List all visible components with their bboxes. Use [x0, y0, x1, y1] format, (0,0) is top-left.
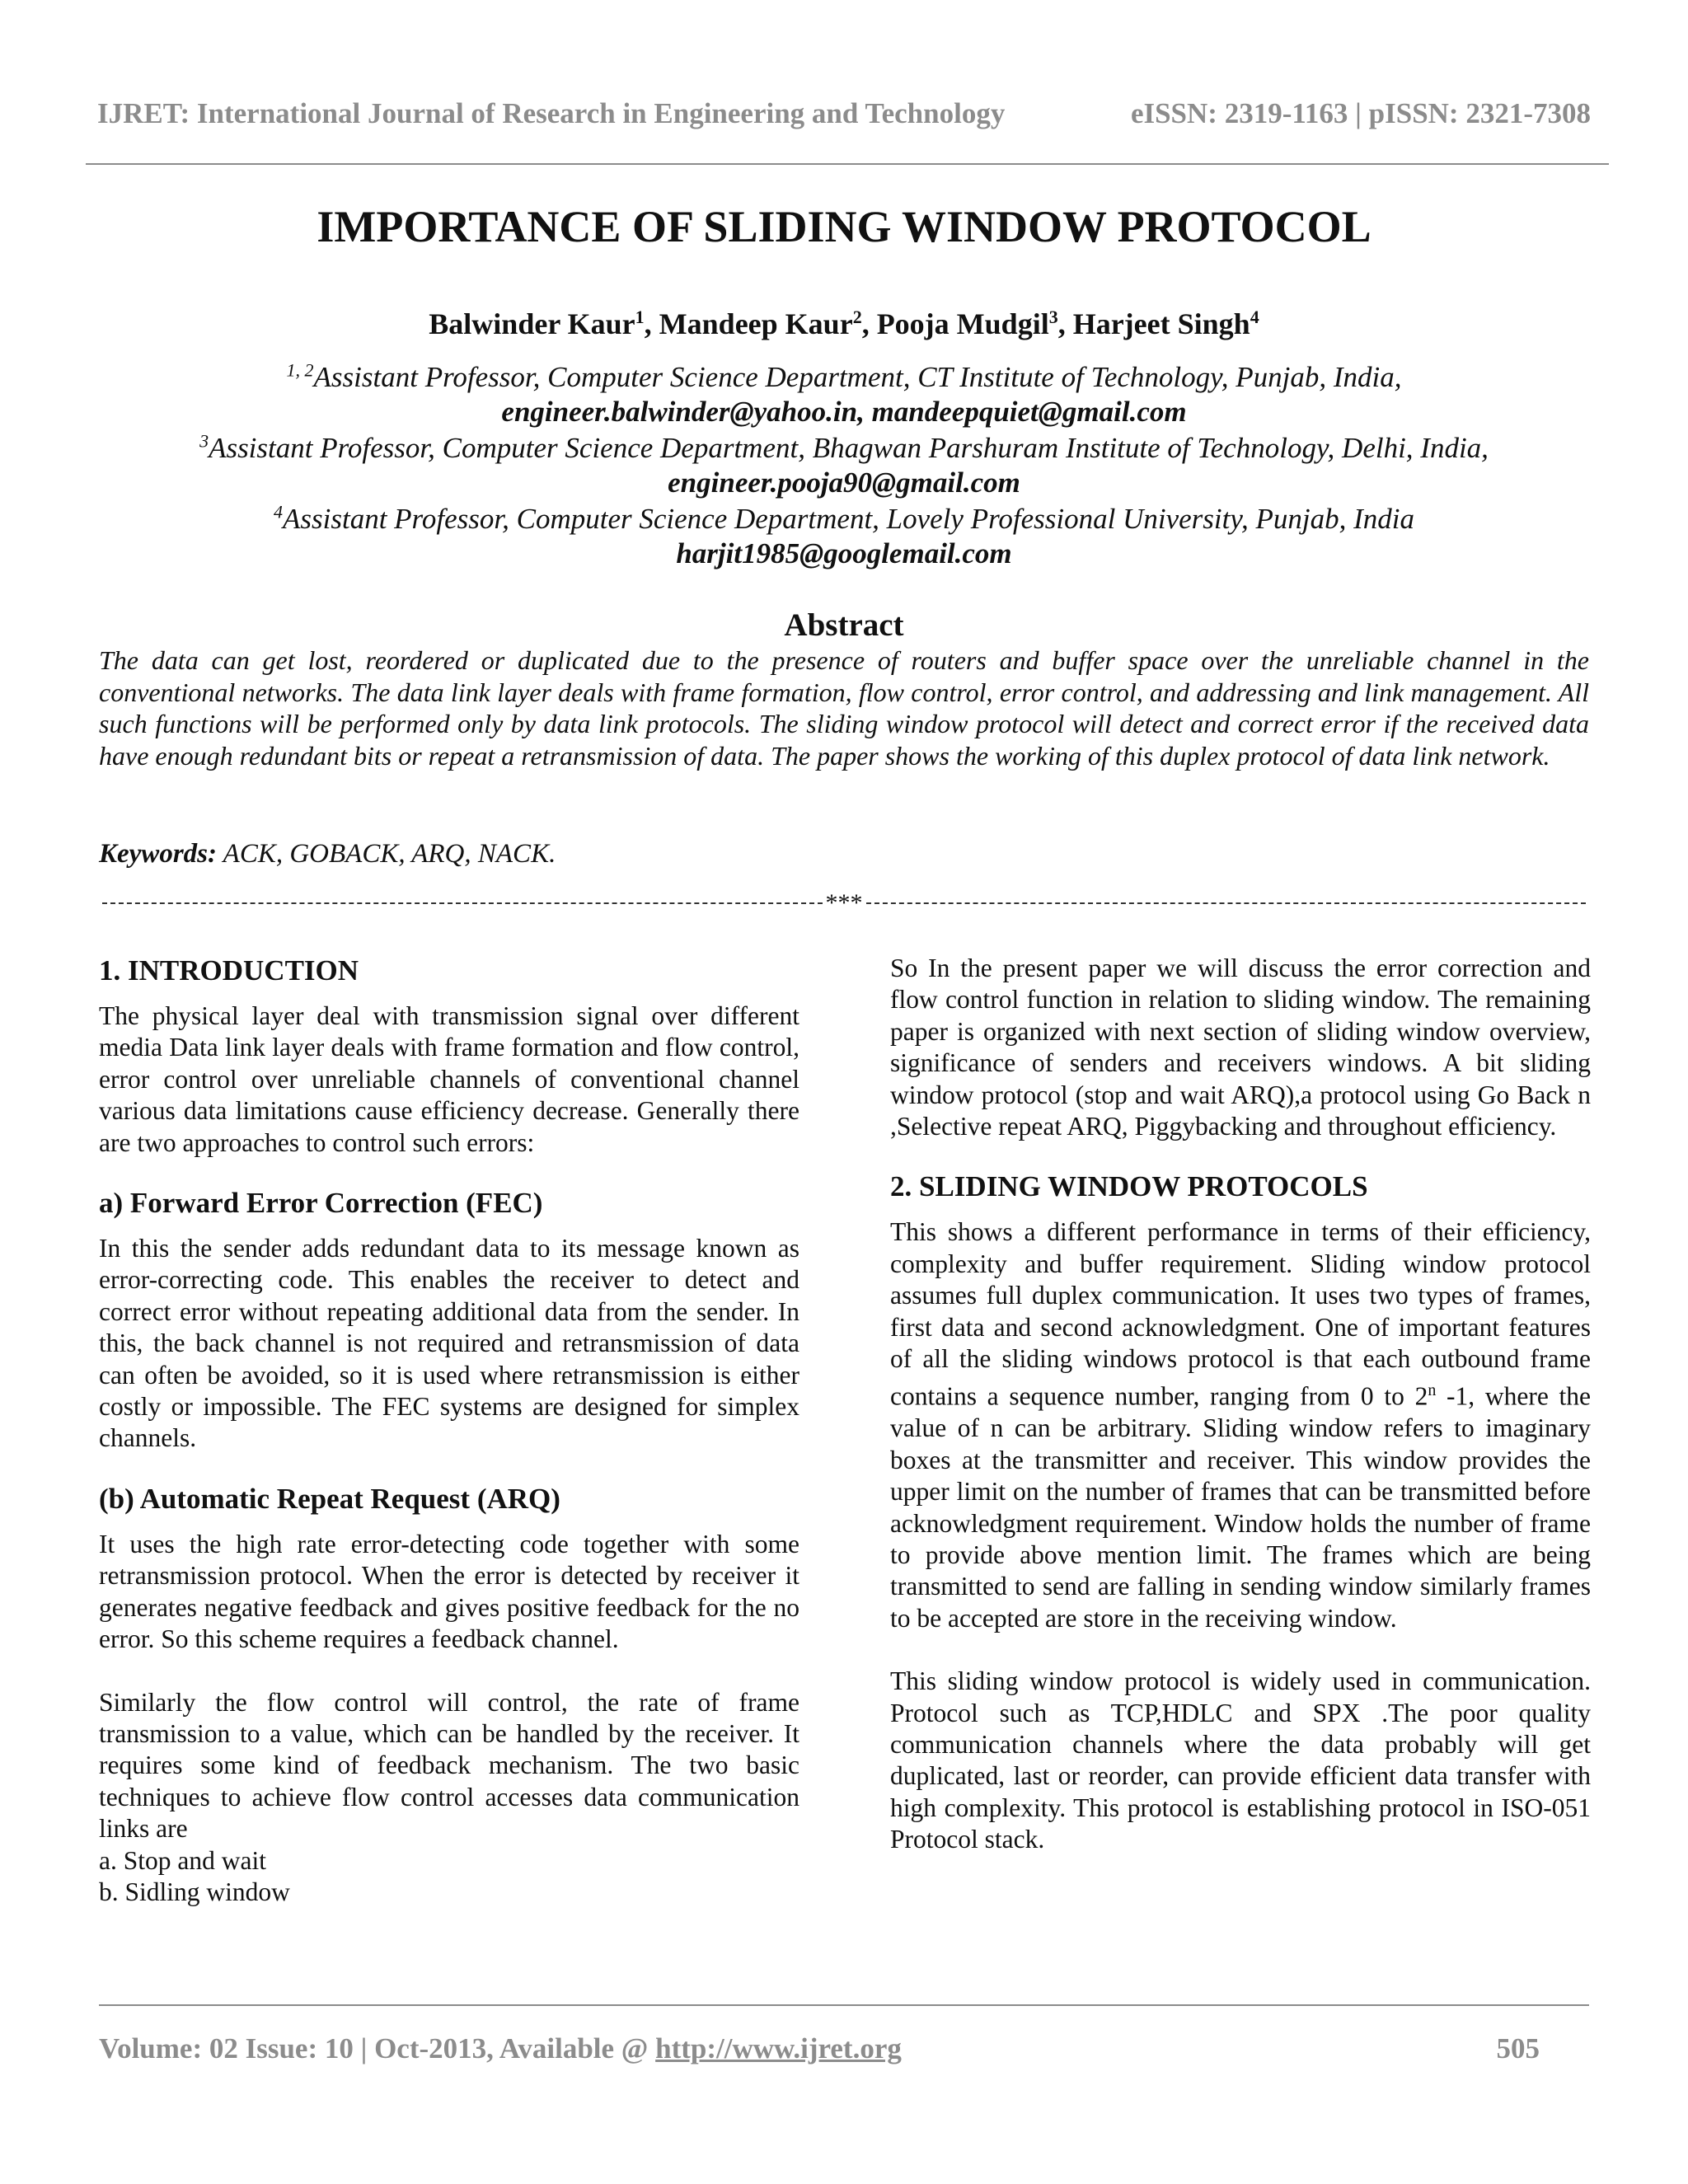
- right-column: [890, 953, 1591, 1856]
- journal-link[interactable]: http://www.ijret.org: [655, 2032, 902, 2064]
- page-number: 505: [1496, 2032, 1540, 2064]
- affiliation-sup: 3: [199, 430, 209, 452]
- affiliation-text: Assistant Professor, Computer Science Department, CT Institute of Technology, Punjab, India,: [313, 361, 1402, 393]
- affiliation-email: engineer.pooja90@gmail.com: [668, 466, 1020, 499]
- affiliation-sup: 4: [274, 501, 284, 523]
- affiliation: [0, 361, 1688, 394]
- affiliation-email: engineer.balwinder@yahoo.in, mandeepquiet@gmail.com: [501, 396, 1187, 428]
- affiliation-email: harjit1985@googlemail.com: [676, 537, 1012, 569]
- section2-paragraph: [890, 1216, 1591, 1634]
- running-header: [97, 97, 1591, 130]
- arq-paragraph: It uses the high rate error-detecting code together with some retransmission protocol. When the error is detected by receiver it generates negative feedback and gives positive feedback for the no error. So this scheme requires a feedback channel.: [99, 1529, 799, 1654]
- intro-continued-paragraph: So In the present paper we will discuss the error correction and flow control function in relation to sliding window. The remaining paper is organized with next section of sliding window overview, significance of senders and receivers windows. A bit sliding window protocol (stop and wait ARQ),a protocol using Go Back n ,Selective repeat ARQ, Piggybacking and throughout efficiency.: [890, 954, 1591, 1141]
- author-sep: ,: [861, 307, 877, 340]
- paper-title: IMPORTANCE OF SLIDING WINDOW PROTOCOL: [316, 202, 1372, 251]
- left-column: [99, 953, 799, 1908]
- author-name: Harjeet Singh: [1072, 307, 1250, 340]
- abstract-heading: Abstract: [784, 607, 904, 643]
- header-rule: [86, 163, 1609, 165]
- section2-text-b: -1, where the value of n can be arbitrary. Sliding window refers to imaginary boxes at the transmitter and receiver. This window provides the upper limit on the number of frames that can be transmitted before acknowledgment requirement. Window holds the number of frame to provide above mention limit. The frames which are being transmitted to send are falling in sending window similarly frames to be accepted are store in the receiving window.: [890, 1381, 1591, 1633]
- issn: eISSN: 2319-1163 | pISSN: 2321-7308: [1130, 97, 1591, 129]
- affiliation-sup: 1, 2: [286, 359, 314, 381]
- keywords: [99, 839, 1589, 869]
- intro-heading: 1. INTRODUCTION: [99, 954, 359, 987]
- intro-paragraph: The physical layer deal with transmission signal over different media Data link layer deals with frame formation and flow control, error control over unreliable channels of conventional channel various data limitations cause efficiency decrease. Generally there are two approaches to control such errors:: [99, 1001, 799, 1157]
- flow-control-paragraph: Similarly the flow control will control, the rate of frame transmission to a value, which can be handled by the receiver. It requires some kind of feedback mechanism. The two basic techniques to achieve flow control accesses data communication links are: [99, 1687, 799, 1844]
- author-sup: 2: [852, 307, 862, 327]
- section2-paragraph-2: This sliding window protocol is widely used in communication. Protocol such as TCP,HDLC and SPX .The poor quality communication channels where the data probably will get duplicated, last or reorder, can provide efficient data transfer with high complexity. This protocol is establishing protocol in ISO-051 Protocol stack.: [890, 1666, 1591, 1854]
- fec-heading: a) Forward Error Correction (FEC): [99, 1187, 543, 1220]
- journal-name: IJRET: International Journal of Research in Engineering and Technology: [97, 97, 1006, 129]
- author-sup: 4: [1250, 307, 1259, 327]
- footer: [99, 2032, 1540, 2065]
- footer-rule: [99, 2004, 1589, 2006]
- keywords-text: ACK, GOBACK, ARQ, NACK.: [223, 839, 556, 869]
- author-name: Balwinder Kaur: [429, 307, 635, 340]
- section2-text-a: This shows a different performance in terms of their efficiency, complexity and buffer requirement. Sliding window protocol assumes full duplex communication. It uses two types of frames, first data and second acknowledgment. One of important features of all the sliding windows protocol is that each outbound frame contains a sequence number, ranging from 0 to 2: [890, 1217, 1591, 1411]
- abstract-text: The data can get lost, reordered or duplicated due to the presence of routers and buffer space over the unreliable channel in the conventional networks. The data link layer deals with frame formation, flow control, error control, and addressing and link management. All such functions will be performed only by data link protocols. The sliding window protocol will detect and correct error if the received data have enough redundant bits or repeat a retransmission of data. The paper shows the working of this duplex protocol of data link network.: [99, 645, 1589, 771]
- author-sup: 1: [635, 307, 645, 327]
- fec-paragraph: In this the sender adds redundant data to its message known as error-correcting code. This enables the receiver to detect and correct error without repeating additional data from the sender. In this, the back channel is not required and retransmission of data can often be avoided, so it is used where retransmission is either costly or impossible. The FEC systems are designed for simplex channels.: [99, 1234, 799, 1453]
- footer-volume-text: Volume: 02 Issue: 10 | Oct-2013, Available @: [99, 2032, 656, 2064]
- author-sep: ,: [1057, 307, 1073, 340]
- affiliation-text: Assistant Professor, Computer Science Department, Bhagwan Parshuram Institute of Technology, Delhi, India,: [209, 432, 1489, 464]
- author-sep: ,: [644, 307, 659, 340]
- list-item: b. Sidling window: [99, 1877, 290, 1906]
- affiliation: [0, 503, 1688, 536]
- author-sup: 3: [1048, 307, 1058, 327]
- section2-heading: 2. SLIDING WINDOW PROTOCOLS: [890, 1170, 1368, 1203]
- keywords-label: Keywords:: [99, 839, 217, 869]
- section-separator: [99, 887, 1589, 920]
- author-name: Mandeep Kaur: [659, 307, 853, 340]
- author-name: Pooja Mudgil: [876, 307, 1049, 340]
- list-item: a. Stop and wait: [99, 1845, 266, 1875]
- separator-stars: ***: [825, 889, 863, 916]
- affiliation: [0, 432, 1688, 465]
- author-list: [0, 307, 1688, 341]
- footer-volume: [99, 2032, 902, 2065]
- affiliation-text: Assistant Professor, Computer Science Department, Lovely Professional University, Punjab, India: [283, 503, 1414, 535]
- arq-heading: (b) Automatic Repeat Request (ARQ): [99, 1482, 560, 1515]
- exponent: n: [1428, 1381, 1437, 1400]
